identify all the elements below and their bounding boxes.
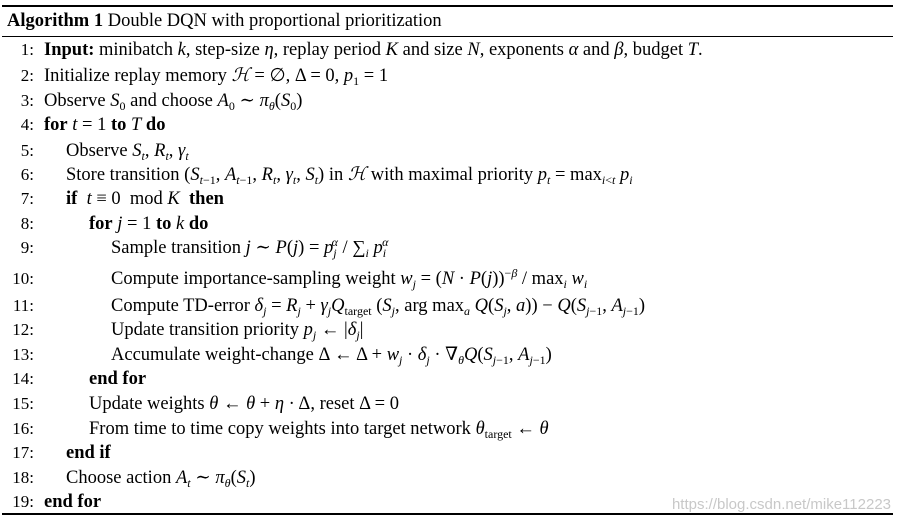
line-content: if t ≡ 0 mod K then [66, 189, 224, 209]
line-content: Compute TD-error $\delta_j = R_j + \gamma_jQ_{target}$ ($S_j$, arg $\max_a Q(S_j$, $a)) - Q(S_{j-1}$, $A_{j-1}$) [111, 296, 646, 318]
algorithm-caption [7, 9, 442, 33]
line-content: Choose action $A_t$ ∼ $\pi_\theta(S_t)$ [66, 468, 256, 490]
line-content: Compute importance-sampling weight $w_j = (N \cdot P(j))^{-\beta} / \max_i w_i$ [111, 266, 588, 291]
line-content: Update transition priority $p_j$ ← $|\delta_j|$ [111, 320, 364, 342]
line-content: Observe $S_t$, $R_t$, $\gamma_t$ [66, 141, 189, 163]
line-content: Sample transition j ∼ $P(j) = p_j^\alpha / \sum_i$ $p_i^\alpha$ [111, 235, 389, 260]
if-keyword: if [66, 189, 78, 209]
watermark-url: https://blog.csdn.net/mike112223 [671, 496, 891, 513]
for-keyword: for [89, 214, 113, 234]
line-number: 13: [12, 345, 34, 364]
line-number: 16: [12, 419, 34, 438]
line-content: for t = 1 to T do [44, 115, 166, 135]
line-content: Initialize replay memory ℋ = ∅, Δ = 0, $p_1 = 1$ [44, 65, 389, 88]
line-number: 1: [20, 40, 34, 59]
line-content: From time to time copy weights into target network $\theta_{target}$ ← θ [89, 419, 549, 441]
line-number: 12: [12, 320, 34, 339]
end-if-keyword: end if [66, 443, 111, 463]
caption-title: Double DQN with proportional prioritization [107, 11, 442, 31]
line-number: 5: [20, 141, 34, 160]
line-content: Input: minibatch k, step-size η, replay period K and size N, exponents α and β, budget T. [44, 40, 703, 60]
line-content: for j = 1 to k do [89, 214, 209, 234]
line-number: 6: [20, 165, 34, 184]
end-for-keyword: end for [89, 369, 147, 389]
caption-label: Algorithm 1 [7, 11, 104, 31]
bottom-rule [2, 513, 893, 515]
line-number: 7: [20, 189, 34, 208]
line-number: 8: [20, 214, 34, 233]
line-number: 17: [12, 443, 34, 462]
line-number: 14: [12, 369, 34, 388]
top-rule [2, 5, 893, 7]
line-content: Store transition ($S_{t-1}$, $A_{t-1}$, $R_t$, $\gamma_t$, $S_t$) in ℋ with maximal priority $p_t = \max_{i<t} p_i$ [66, 164, 633, 187]
line-number: 10: [12, 269, 34, 288]
line-number: 19: [12, 492, 34, 511]
input-keyword: Input: [44, 40, 95, 60]
line-number: 11: [12, 296, 34, 315]
line-content: Observe $S_0$ and choose $A_0$ ∼ $\pi_\theta(S_0)$ [44, 91, 303, 113]
for-keyword: for [44, 115, 68, 135]
line-number: 15: [12, 394, 34, 413]
line-number: 2: [20, 66, 34, 85]
caption-rule [2, 36, 893, 37]
line-content: Accumulate weight-change Δ ← $\Delta + w_j \cdot \delta_j \cdot \nabla_\theta Q(S_{j-1}$, $A_{j-1}$) [111, 345, 552, 367]
end-for-keyword: end for [44, 492, 102, 512]
line-number: 4: [20, 115, 34, 134]
line-number: 3: [20, 91, 34, 110]
line-content: Update weights θ ← θ + η · Δ, reset Δ = 0 [89, 394, 399, 414]
line-number: 18: [12, 468, 34, 487]
line-number: 9: [20, 238, 34, 257]
